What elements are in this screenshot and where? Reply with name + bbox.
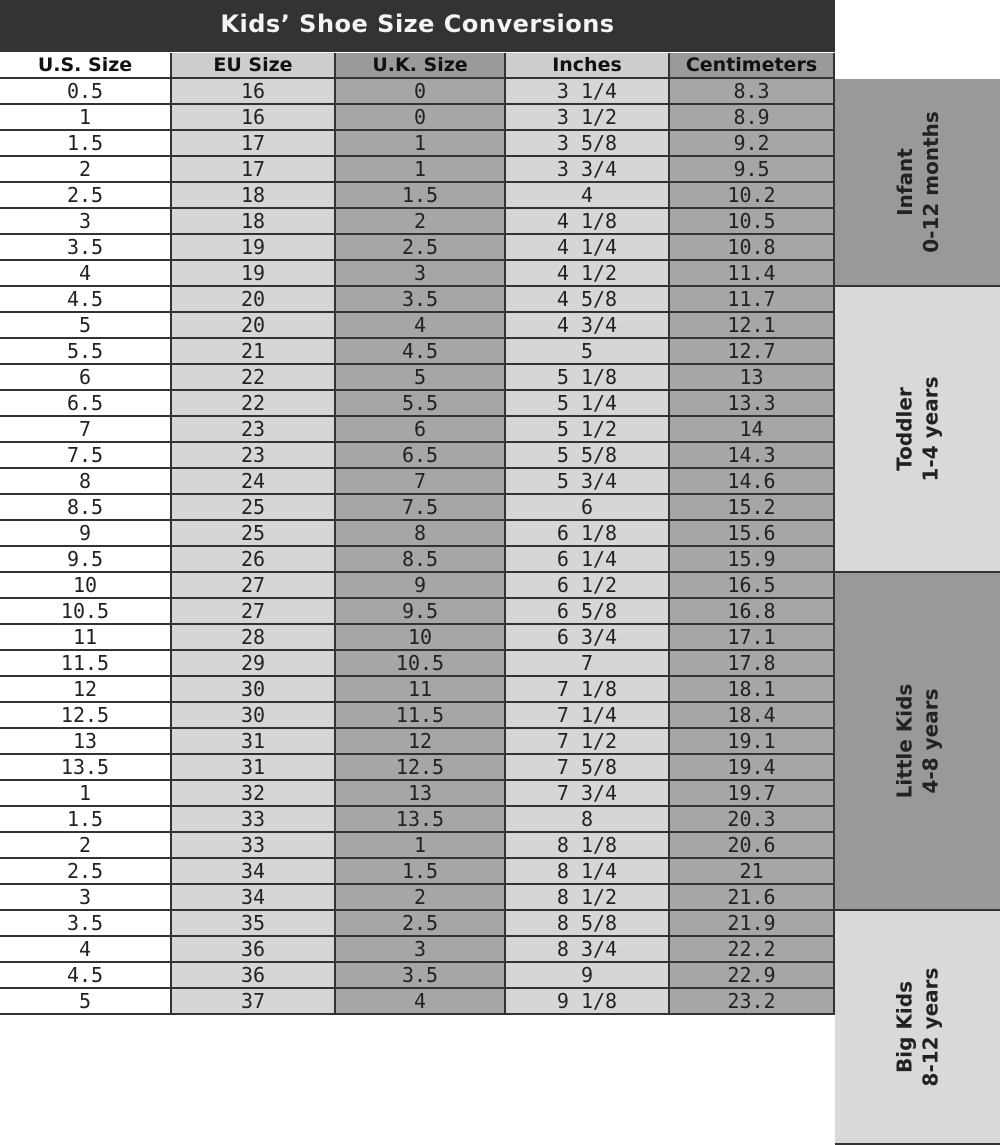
cell-inches: 4 1/4: [506, 235, 670, 261]
age-group-name: Little Kids: [892, 683, 917, 799]
cell-uk-size: 12: [336, 729, 506, 755]
cell-centimeters: 8.3: [670, 79, 835, 105]
cell-inches: 9: [506, 963, 670, 989]
cell-inches: 7 1/2: [506, 729, 670, 755]
age-group-ages: 4-8 years: [918, 688, 943, 794]
cell-uk-size: 1: [336, 131, 506, 157]
cell-centimeters: 14: [670, 417, 835, 443]
cell-centimeters: 10.5: [670, 209, 835, 235]
age-group-ages: 1-4 years: [918, 376, 943, 482]
cell-uk-size: 1.5: [336, 859, 506, 885]
age-group-label: [891, 968, 943, 1087]
cell-uk-size: 3.5: [336, 963, 506, 989]
cell-inches: 5 1/8: [506, 365, 670, 391]
cell-centimeters: 14.3: [670, 443, 835, 469]
cell-inches: 9 1/8: [506, 989, 670, 1015]
cell-inches: 5: [506, 339, 670, 365]
table-row: [0, 391, 835, 417]
age-group-label: [891, 111, 943, 253]
cell-us-size: 6.5: [0, 391, 172, 417]
cell-inches: 6 1/8: [506, 521, 670, 547]
cell-inches: 8 3/4: [506, 937, 670, 963]
cell-eu-size: 35: [172, 911, 336, 937]
cell-us-size: 8: [0, 469, 172, 495]
cell-eu-size: 18: [172, 209, 336, 235]
table-row: [0, 235, 835, 261]
cell-uk-size: 2.5: [336, 911, 506, 937]
cell-uk-size: 9: [336, 573, 506, 599]
cell-us-size: 11: [0, 625, 172, 651]
cell-inches: 7 1/4: [506, 703, 670, 729]
age-group-name: Toddler: [892, 387, 917, 471]
table-row: [0, 547, 835, 573]
cell-uk-size: 3: [336, 937, 506, 963]
cell-centimeters: 23.2: [670, 989, 835, 1015]
cell-us-size: 13.5: [0, 755, 172, 781]
age-group-ages: 0-12 months: [918, 111, 943, 253]
cell-uk-size: 8.5: [336, 547, 506, 573]
cell-eu-size: 23: [172, 443, 336, 469]
cell-centimeters: 14.6: [670, 469, 835, 495]
cell-eu-size: 32: [172, 781, 336, 807]
table-row: [0, 157, 835, 183]
cell-inches: 7: [506, 651, 670, 677]
cell-uk-size: 4.5: [336, 339, 506, 365]
cell-uk-size: 12.5: [336, 755, 506, 781]
header-centimeters: Centimeters: [670, 53, 835, 79]
cell-eu-size: 20: [172, 287, 336, 313]
table-row: [0, 625, 835, 651]
cell-us-size: 5.5: [0, 339, 172, 365]
table-row: [0, 105, 835, 131]
cell-inches: 8 5/8: [506, 911, 670, 937]
cell-centimeters: 18.4: [670, 703, 835, 729]
table-row: [0, 599, 835, 625]
cell-inches: 8 1/4: [506, 859, 670, 885]
table-row: [0, 443, 835, 469]
cell-centimeters: 11.7: [670, 287, 835, 313]
cell-inches: 6 1/4: [506, 547, 670, 573]
age-group-ages: 8-12 years: [918, 967, 943, 1087]
age-group-label: [892, 684, 944, 799]
cell-centimeters: 13: [670, 365, 835, 391]
table-row: [0, 261, 835, 287]
cell-centimeters: 13.3: [670, 391, 835, 417]
cell-eu-size: 34: [172, 885, 336, 911]
cell-eu-size: 25: [172, 521, 336, 547]
table-row: [0, 833, 835, 859]
cell-eu-size: 33: [172, 807, 336, 833]
cell-centimeters: 10.8: [670, 235, 835, 261]
cell-inches: 6 3/4: [506, 625, 670, 651]
table-row: [0, 313, 835, 339]
table-title: Kids’ Shoe Size Conversions: [0, 0, 835, 52]
cell-eu-size: 36: [172, 937, 336, 963]
cell-us-size: 4.5: [0, 963, 172, 989]
cell-uk-size: 6.5: [336, 443, 506, 469]
cell-us-size: 10.5: [0, 599, 172, 625]
cell-inches: 6 1/2: [506, 573, 670, 599]
cell-centimeters: 19.1: [670, 729, 835, 755]
table-row: [0, 183, 835, 209]
cell-us-size: 0.5: [0, 79, 172, 105]
cell-eu-size: 24: [172, 469, 336, 495]
cell-centimeters: 12.1: [670, 313, 835, 339]
cell-inches: 8 1/8: [506, 833, 670, 859]
cell-eu-size: 20: [172, 313, 336, 339]
cell-eu-size: 19: [172, 261, 336, 287]
cell-eu-size: 22: [172, 365, 336, 391]
cell-inches: 7 1/8: [506, 677, 670, 703]
table-row: [0, 859, 835, 885]
table-row: [0, 339, 835, 365]
cell-eu-size: 31: [172, 729, 336, 755]
cell-inches: 3 3/4: [506, 157, 670, 183]
cell-centimeters: 15.6: [670, 521, 835, 547]
cell-eu-size: 26: [172, 547, 336, 573]
header-uk-size: U.K. Size: [336, 53, 506, 79]
cell-inches: 5 5/8: [506, 443, 670, 469]
cell-us-size: 3.5: [0, 235, 172, 261]
cell-us-size: 6: [0, 365, 172, 391]
cell-inches: 5 3/4: [506, 469, 670, 495]
table-row: [0, 963, 835, 989]
cell-eu-size: 30: [172, 677, 336, 703]
cell-uk-size: 1.5: [336, 183, 506, 209]
cell-eu-size: 28: [172, 625, 336, 651]
table-row: [0, 989, 835, 1015]
cell-uk-size: 8: [336, 521, 506, 547]
table-row: [0, 573, 835, 599]
cell-uk-size: 11: [336, 677, 506, 703]
cell-inches: 7 5/8: [506, 755, 670, 781]
cell-us-size: 4: [0, 261, 172, 287]
cell-uk-size: 5.5: [336, 391, 506, 417]
cell-centimeters: 22.9: [670, 963, 835, 989]
cell-us-size: 9.5: [0, 547, 172, 573]
cell-uk-size: 6: [336, 417, 506, 443]
cell-eu-size: 21: [172, 339, 336, 365]
cell-us-size: 13: [0, 729, 172, 755]
cell-eu-size: 18: [172, 183, 336, 209]
age-group-toddler: [835, 287, 1000, 573]
cell-us-size: 10: [0, 573, 172, 599]
table-row: [0, 885, 835, 911]
table-row: [0, 729, 835, 755]
cell-uk-size: 13: [336, 781, 506, 807]
cell-centimeters: 22.2: [670, 937, 835, 963]
table-row: [0, 781, 835, 807]
cell-us-size: 7: [0, 417, 172, 443]
cell-eu-size: 30: [172, 703, 336, 729]
cell-centimeters: 17.8: [670, 651, 835, 677]
cell-eu-size: 17: [172, 157, 336, 183]
table-row: [0, 807, 835, 833]
cell-uk-size: 4: [336, 989, 506, 1015]
table-row: [0, 937, 835, 963]
cell-us-size: 8.5: [0, 495, 172, 521]
cell-uk-size: 11.5: [336, 703, 506, 729]
header-inches: Inches: [506, 53, 670, 79]
cell-inches: 6 5/8: [506, 599, 670, 625]
cell-centimeters: 21: [670, 859, 835, 885]
age-group-name: Infant: [892, 148, 917, 216]
cell-uk-size: 4: [336, 313, 506, 339]
cell-us-size: 1: [0, 105, 172, 131]
cell-eu-size: 16: [172, 79, 336, 105]
cell-us-size: 9: [0, 521, 172, 547]
cell-eu-size: 29: [172, 651, 336, 677]
table-row: [0, 79, 835, 105]
cell-eu-size: 16: [172, 105, 336, 131]
cell-us-size: 4: [0, 937, 172, 963]
cell-centimeters: 9.2: [670, 131, 835, 157]
cell-eu-size: 34: [172, 859, 336, 885]
table-row: [0, 703, 835, 729]
cell-uk-size: 2: [336, 209, 506, 235]
header-eu-size: EU Size: [172, 53, 336, 79]
cell-inches: 8 1/2: [506, 885, 670, 911]
header-us-size: U.S. Size: [0, 53, 172, 79]
cell-inches: 4: [506, 183, 670, 209]
cell-eu-size: 27: [172, 599, 336, 625]
age-group-label: [892, 377, 944, 482]
table-row: [0, 131, 835, 157]
cell-eu-size: 17: [172, 131, 336, 157]
cell-us-size: 1: [0, 781, 172, 807]
cell-uk-size: 0: [336, 105, 506, 131]
cell-us-size: 2.5: [0, 859, 172, 885]
cell-centimeters: 16.8: [670, 599, 835, 625]
cell-inches: 4 3/4: [506, 313, 670, 339]
cell-us-size: 11.5: [0, 651, 172, 677]
cell-centimeters: 9.5: [670, 157, 835, 183]
cell-us-size: 1.5: [0, 807, 172, 833]
cell-inches: 8: [506, 807, 670, 833]
cell-us-size: 3: [0, 209, 172, 235]
cell-us-size: 1.5: [0, 131, 172, 157]
cell-us-size: 5: [0, 989, 172, 1015]
cell-us-size: 7.5: [0, 443, 172, 469]
table-row: [0, 651, 835, 677]
table-row: [0, 209, 835, 235]
cell-us-size: 12.5: [0, 703, 172, 729]
cell-eu-size: 23: [172, 417, 336, 443]
cell-uk-size: 9.5: [336, 599, 506, 625]
cell-uk-size: 3.5: [336, 287, 506, 313]
cell-uk-size: 10.5: [336, 651, 506, 677]
cell-us-size: 3.5: [0, 911, 172, 937]
cell-us-size: 2: [0, 157, 172, 183]
cell-us-size: 12: [0, 677, 172, 703]
cell-eu-size: 22: [172, 391, 336, 417]
cell-centimeters: 15.9: [670, 547, 835, 573]
cell-eu-size: 27: [172, 573, 336, 599]
cell-centimeters: 17.1: [670, 625, 835, 651]
age-group-name: Big Kids: [892, 981, 917, 1073]
cell-centimeters: 20.6: [670, 833, 835, 859]
cell-inches: 7 3/4: [506, 781, 670, 807]
table-row: [0, 287, 835, 313]
cell-eu-size: 36: [172, 963, 336, 989]
table-row: [0, 755, 835, 781]
cell-eu-size: 31: [172, 755, 336, 781]
cell-inches: 3 1/2: [506, 105, 670, 131]
cell-inches: 5 1/4: [506, 391, 670, 417]
cell-centimeters: 10.2: [670, 183, 835, 209]
cell-uk-size: 0: [336, 79, 506, 105]
cell-uk-size: 10: [336, 625, 506, 651]
table-row: [0, 417, 835, 443]
cell-inches: 4 1/8: [506, 209, 670, 235]
age-group-big-kids: [835, 911, 1000, 1145]
cell-eu-size: 37: [172, 989, 336, 1015]
table-row: [0, 911, 835, 937]
cell-centimeters: 19.7: [670, 781, 835, 807]
cell-us-size: 5: [0, 313, 172, 339]
table-row: [0, 365, 835, 391]
cell-uk-size: 1: [336, 833, 506, 859]
cell-us-size: 2.5: [0, 183, 172, 209]
cell-uk-size: 3: [336, 261, 506, 287]
cell-uk-size: 2: [336, 885, 506, 911]
cell-centimeters: 21.6: [670, 885, 835, 911]
cell-centimeters: 18.1: [670, 677, 835, 703]
table-row: [0, 677, 835, 703]
cell-centimeters: 11.4: [670, 261, 835, 287]
cell-inches: 6: [506, 495, 670, 521]
cell-uk-size: 13.5: [336, 807, 506, 833]
cell-centimeters: 20.3: [670, 807, 835, 833]
cell-eu-size: 33: [172, 833, 336, 859]
header-row: [0, 53, 835, 79]
table-row: [0, 469, 835, 495]
age-group-little-kids: [835, 573, 1000, 911]
cell-uk-size: 1: [336, 157, 506, 183]
cell-inches: 3 1/4: [506, 79, 670, 105]
cell-centimeters: 21.9: [670, 911, 835, 937]
cell-us-size: 3: [0, 885, 172, 911]
age-group-infant: [835, 79, 1000, 287]
cell-uk-size: 5: [336, 365, 506, 391]
table-row: [0, 495, 835, 521]
cell-inches: 4 1/2: [506, 261, 670, 287]
cell-inches: 3 5/8: [506, 131, 670, 157]
cell-eu-size: 25: [172, 495, 336, 521]
cell-centimeters: 16.5: [670, 573, 835, 599]
cell-centimeters: 8.9: [670, 105, 835, 131]
cell-inches: 4 5/8: [506, 287, 670, 313]
cell-us-size: 4.5: [0, 287, 172, 313]
cell-inches: 5 1/2: [506, 417, 670, 443]
cell-us-size: 2: [0, 833, 172, 859]
cell-centimeters: 19.4: [670, 755, 835, 781]
cell-uk-size: 7.5: [336, 495, 506, 521]
size-table: [0, 53, 835, 1015]
cell-centimeters: 12.7: [670, 339, 835, 365]
cell-uk-size: 2.5: [336, 235, 506, 261]
cell-eu-size: 19: [172, 235, 336, 261]
cell-centimeters: 15.2: [670, 495, 835, 521]
cell-uk-size: 7: [336, 469, 506, 495]
table-row: [0, 521, 835, 547]
